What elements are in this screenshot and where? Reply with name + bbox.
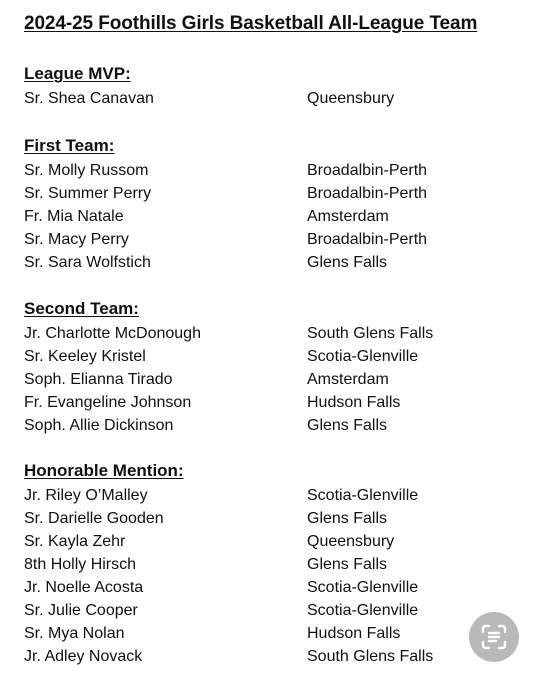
player-name: Sr. Mya Nolan bbox=[24, 625, 125, 642]
player-row bbox=[0, 208, 536, 231]
player-row bbox=[0, 162, 536, 185]
player-name: Jr. Riley O’Malley bbox=[24, 487, 148, 504]
section-heading: Honorable Mention: bbox=[24, 461, 184, 480]
player-name: Sr. Julie Cooper bbox=[24, 602, 138, 619]
section-heading: Second Team: bbox=[24, 299, 139, 318]
player-school: Scotia-Glenville bbox=[307, 487, 419, 504]
player-name: Jr. Adley Novack bbox=[24, 648, 143, 665]
player-school: Broadalbin-Perth bbox=[307, 162, 428, 179]
player-name: Sr. Molly Russom bbox=[24, 162, 149, 179]
text-scan-icon bbox=[480, 623, 508, 651]
player-name: Jr. Noelle Acosta bbox=[24, 579, 144, 596]
player-school: Queensbury bbox=[307, 90, 395, 107]
section-heading: First Team: bbox=[24, 136, 115, 155]
player-name: Sr. Shea Canavan bbox=[24, 90, 154, 107]
player-school: Glens Falls bbox=[307, 417, 388, 434]
player-row bbox=[0, 556, 536, 579]
player-name: Soph. Elianna Tirado bbox=[24, 371, 173, 388]
player-name: Sr. Summer Perry bbox=[24, 185, 152, 202]
player-row bbox=[0, 325, 536, 348]
player-name: Sr. Darielle Gooden bbox=[24, 510, 164, 527]
player-school: Broadalbin-Perth bbox=[307, 231, 428, 248]
player-name: Sr. Kayla Zehr bbox=[24, 533, 126, 550]
player-school: Broadalbin-Perth bbox=[307, 185, 428, 202]
player-row bbox=[0, 417, 536, 440]
player-school: Scotia-Glenville bbox=[307, 602, 419, 619]
player-school: Glens Falls bbox=[307, 556, 388, 573]
player-school: Amsterdam bbox=[307, 208, 389, 225]
player-row bbox=[0, 231, 536, 254]
player-school: Hudson Falls bbox=[307, 394, 401, 411]
player-row bbox=[0, 394, 536, 417]
player-school: Scotia-Glenville bbox=[307, 348, 419, 365]
player-name: Fr. Evangeline Johnson bbox=[24, 394, 192, 411]
player-row bbox=[0, 625, 536, 648]
player-row bbox=[0, 487, 536, 510]
player-row bbox=[0, 90, 536, 113]
player-row bbox=[0, 371, 536, 394]
player-name: Sr. Keeley Kristel bbox=[24, 348, 146, 365]
player-school: South Glens Falls bbox=[307, 325, 434, 342]
player-school: Amsterdam bbox=[307, 371, 389, 388]
player-school: South Glens Falls bbox=[307, 648, 434, 665]
player-row bbox=[0, 579, 536, 602]
player-name: Jr. Charlotte McDonough bbox=[24, 325, 201, 342]
player-school: Glens Falls bbox=[307, 254, 388, 271]
player-row bbox=[0, 510, 536, 533]
page-title: 2024-25 Foothills Girls Basketball All-League Team bbox=[24, 13, 478, 34]
player-row bbox=[0, 348, 536, 371]
player-name: 8th Holly Hirsch bbox=[24, 556, 137, 573]
player-name: Soph. Allie Dickinson bbox=[24, 417, 174, 434]
player-row bbox=[0, 648, 536, 671]
text-scan-button[interactable] bbox=[469, 612, 519, 662]
player-row bbox=[0, 185, 536, 208]
player-school: Scotia-Glenville bbox=[307, 579, 419, 596]
player-school: Hudson Falls bbox=[307, 625, 401, 642]
player-row bbox=[0, 602, 536, 625]
player-name: Fr. Mia Natale bbox=[24, 208, 124, 225]
player-name: Sr. Sara Wolfstich bbox=[24, 254, 151, 271]
player-row bbox=[0, 254, 536, 277]
player-school: Queensbury bbox=[307, 533, 395, 550]
player-school: Glens Falls bbox=[307, 510, 388, 527]
player-row bbox=[0, 533, 536, 556]
section-heading: League MVP: bbox=[24, 64, 131, 83]
player-name: Sr. Macy Perry bbox=[24, 231, 129, 248]
